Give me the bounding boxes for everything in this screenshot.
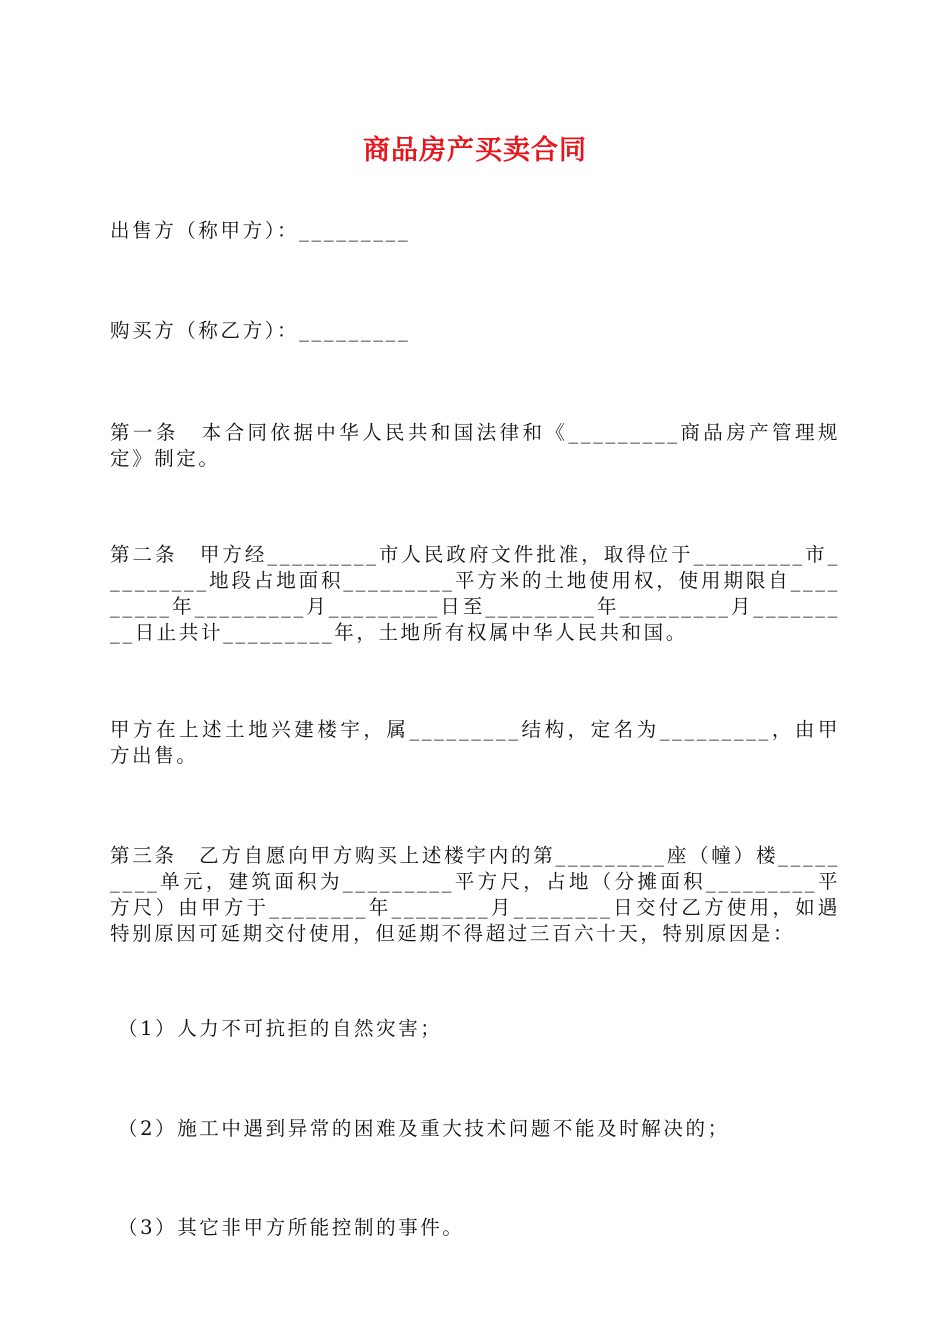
article-two: 第二条 甲方经_________市人民政府文件批准，取得位于_________市_________地段占地面积_________平方米的土地使用权，使用期限自_________年_________月_________日至_________年_________月_________日止共计_________年，土地所有权属中华人民共和国。 xyxy=(110,543,840,644)
special-reason-1: （1）人力不可抗拒的自然灾害； xyxy=(118,1017,443,1040)
seller-line: 出售方（称甲方）：_________ xyxy=(110,219,411,242)
article-three: 第三条 乙方自愿向甲方购买上述楼宇内的第_________座（幢）楼_________单元，建筑面积为_________平方尺，占地（分摊面积_________平方尺）由甲方于________年________月________日交付乙方使用，如遇特别原因可延期交付使用，但延期不得超过三百六十天，特别原因是： xyxy=(110,844,840,945)
special-reason-2: （2）施工中遇到异常的困难及重大技术问题不能及时解决的； xyxy=(118,1117,730,1140)
buyer-line: 购买方（称乙方）：_________ xyxy=(110,319,411,342)
building-clause: 甲方在上述土地兴建楼宇，属_________结构，定名为_________，由甲方出售。 xyxy=(110,718,840,767)
document-title: 商品房产买卖合同 xyxy=(363,135,587,166)
article-one: 第一条 本合同依据中华人民共和国法律和《_________商品房产管理规定》制定。 xyxy=(110,421,840,470)
special-reason-3: （3）其它非甲方所能控制的事件。 xyxy=(118,1216,465,1239)
